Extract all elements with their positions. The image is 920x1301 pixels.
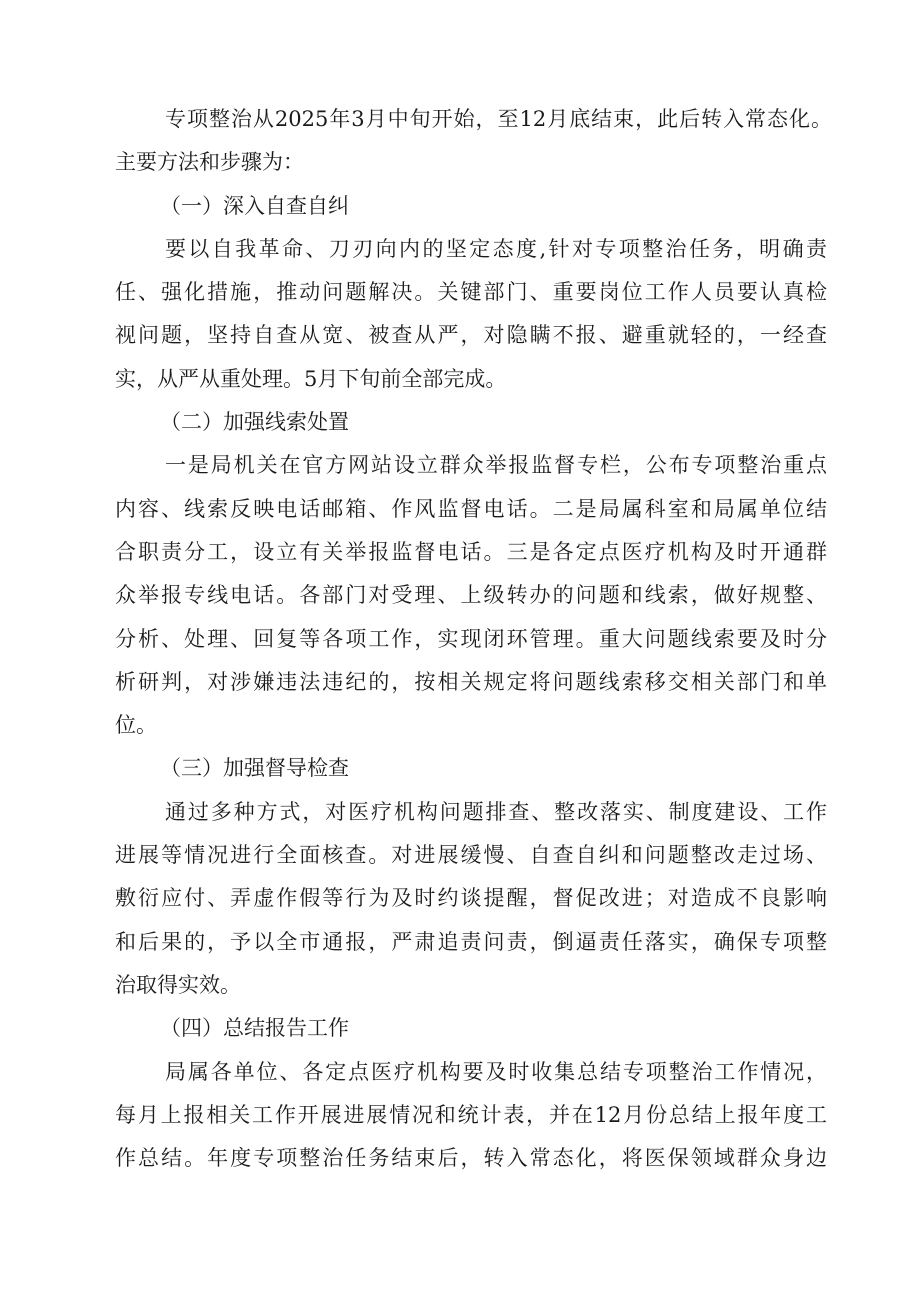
paragraph-line: 任、强化措施，推动问题解决。关键部门、重要岗位工作人员要认真检 bbox=[115, 280, 827, 305]
paragraph-line: 敷衍应付、弄虚作假等行为及时约谈提醒，督促改进；对造成不良影响 bbox=[115, 886, 827, 911]
paragraph-line: 实，从严从重处理。5月下旬前全部完成。 bbox=[115, 366, 507, 391]
section-heading-2: （二）加强线索处置 bbox=[160, 410, 349, 435]
paragraph-line: 通过多种方式，对医疗机构问题排查、整改落实、制度建设、工作 bbox=[165, 799, 827, 824]
paragraph-line: 合职责分工，设立有关举报监督电话。三是各定点医疗机构及时开通群 bbox=[115, 539, 827, 564]
paragraph-line: 每月上报相关工作开展进展情况和统计表，并在12月份总结上报年度工 bbox=[115, 1102, 827, 1127]
section-heading-3: （三）加强督导检查 bbox=[160, 756, 349, 781]
paragraph-line: 治取得实效。 bbox=[115, 972, 241, 997]
paragraph-line: 进展等情况进行全面核查。对进展缓慢、自查自纠和问题整改走过场、 bbox=[115, 843, 827, 868]
paragraph-line: 作总结。年度专项整治任务结束后，转入常态化，将医保领域群众身边 bbox=[115, 1146, 827, 1171]
section-heading-1: （一）深入自查自纠 bbox=[160, 193, 349, 218]
section-heading-4: （四）总结报告工作 bbox=[160, 1016, 349, 1041]
paragraph-line: 众举报专线电话。各部门对受理、上级转办的问题和线索，做好规整、 bbox=[115, 583, 827, 608]
paragraph-line: 一是局机关在官方网站设立群众举报监督专栏，公布专项整治重点 bbox=[165, 453, 827, 478]
paragraph-line: 分析、处理、回复等各项工作，实现闭环管理。重大问题线索要及时分 bbox=[115, 626, 827, 651]
paragraph-line: 析研判，对涉嫌违法违纪的，按相关规定将问题线索移交相关部门和单 bbox=[115, 669, 827, 694]
paragraph-line: 和后果的，予以全市通报，严肃追责问责，倒逼责任落实，确保专项整 bbox=[115, 929, 827, 954]
paragraph-line: 要以自我革命、刀刃向内的坚定态度,针对专项整治任务，明确责 bbox=[165, 236, 827, 261]
paragraph-line: 主要方法和步骤为： bbox=[115, 150, 304, 175]
paragraph-line: 内容、线索反映电话邮箱、作风监督电话。二是局属科室和局属单位结 bbox=[115, 496, 827, 521]
paragraph-line: 局属各单位、各定点医疗机构要及时收集总结专项整治工作情况， bbox=[165, 1059, 827, 1084]
paragraph-line: 视问题，坚持自查从宽、被查从严，对隐瞒不报、避重就轻的，一经查 bbox=[115, 323, 827, 348]
paragraph-line: 位。 bbox=[115, 713, 157, 738]
paragraph-line: 专项整治从2025年3月中旬开始，至12月底结束，此后转入常态化。 bbox=[165, 107, 832, 131]
document-body bbox=[0, 98, 920, 1180]
